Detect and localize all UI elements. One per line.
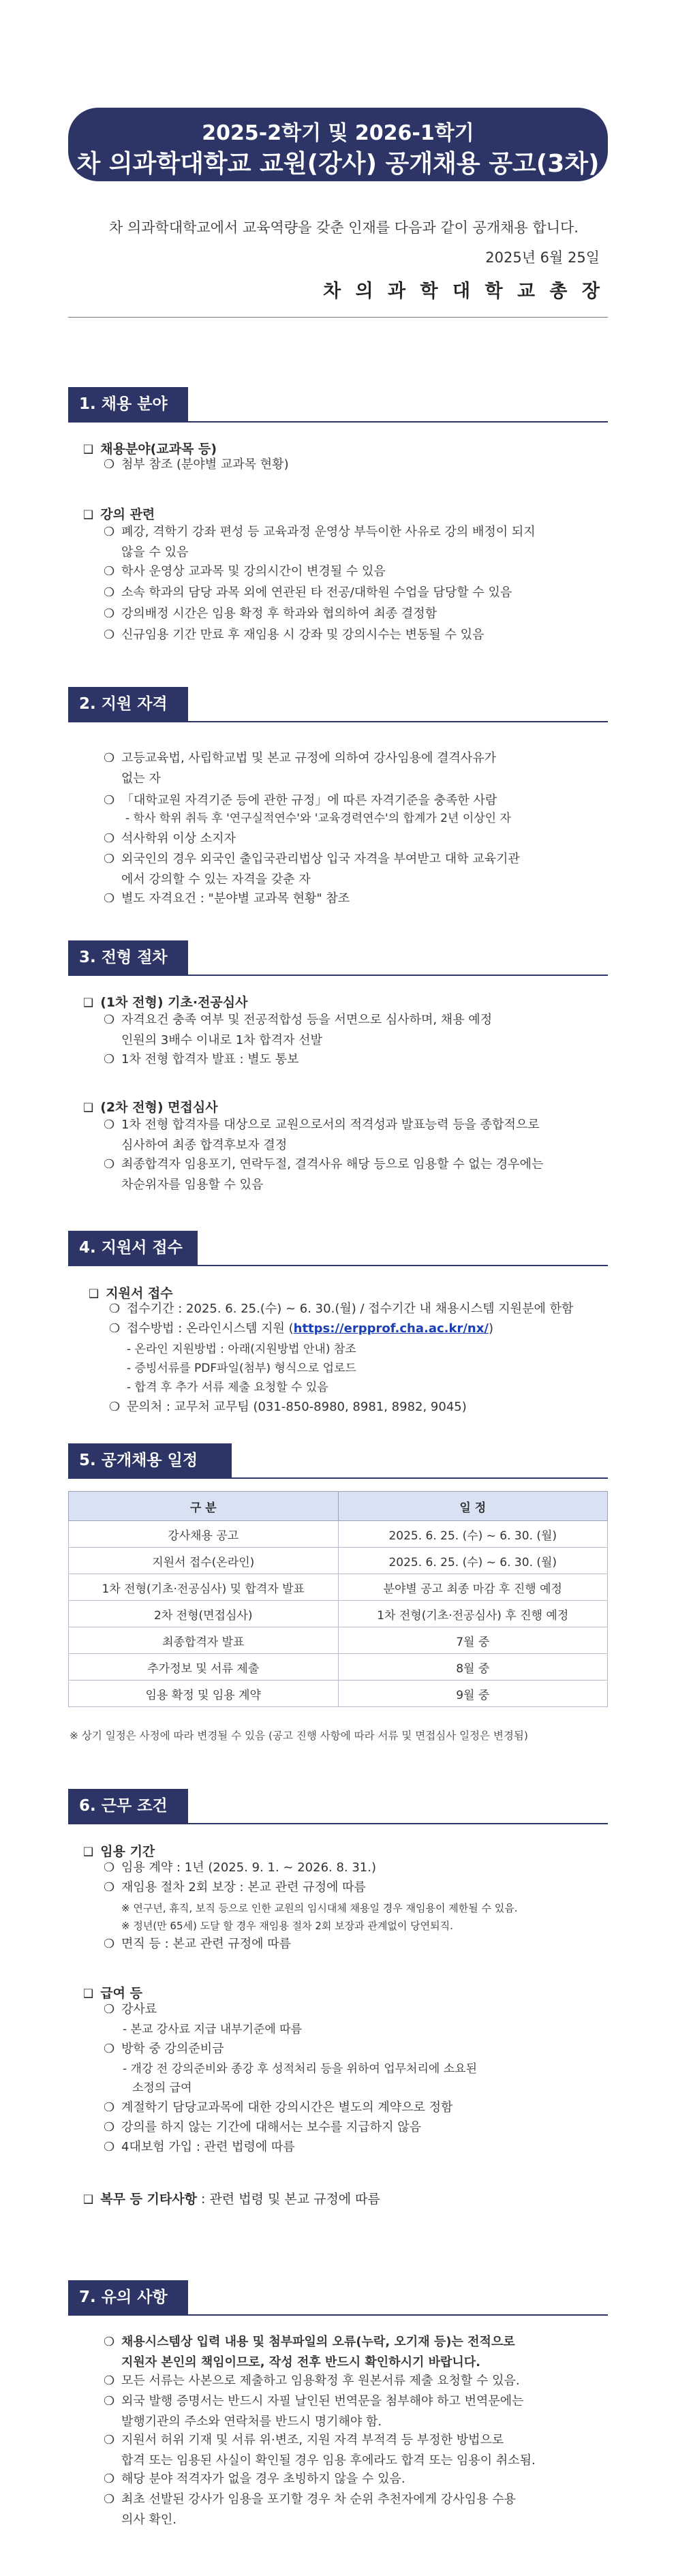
schedule-date-cell: 2025. 6. 25. (수) ~ 6. 30. (월) [338,1548,608,1574]
qualification-item-1 [104,748,496,789]
schedule-header-date: 일 정 [338,1492,608,1521]
term-item-2: ❍ 재임용 절차 2회 보장 : 본교 관련 규정에 따름 [104,1877,366,1898]
notice-item-2-line-1: 모든 서류는 사본으로 제출하고 임용확정 후 원본서류 제출 요청할 수 있음. [121,2374,520,2388]
circle-bullet-icon: ❍ [104,2002,115,2017]
qualification-item-3 [104,829,236,849]
application-link[interactable]: https://erpprof.cha.ac.kr/nx/ [293,1321,489,1336]
section-7-rule [68,2314,608,2316]
circle-bullet-icon: ❍ [104,891,115,906]
section-6-heading: 6. 근무 조건 [68,1789,188,1823]
qualification-item-1-line-1: 고등교육법, 사립학교법 및 본교 규정에 의하여 강사임용에 결격사유가 [121,751,497,765]
schedule-note: ※ 상기 일정은 사정에 따라 변경될 수 있음 (공고 진행 사항에 따라 서류 및 면접심사 일정은 변경됨) [70,1730,528,1742]
circle-bullet-icon: ❍ [104,751,115,765]
qualification-item-5 [104,889,350,909]
schedule-date-cell: 1차 전형(기초·전공심사) 후 진행 예정 [338,1601,608,1627]
table-row [69,1654,608,1681]
circle-bullet-icon: ❍ [104,607,115,621]
schedule-date-cell: 분야별 공고 최종 마감 후 진행 예정 [338,1574,608,1601]
section-5-heading: 5. 공개채용 일정 [68,1443,232,1477]
qualification-item-4-line-2: 에서 강의할 수 있는 자격을 갖춘 자 [121,872,311,887]
term-heading: ❑ 임용 기간 [83,1841,155,1860]
circle-bullet-icon: ❍ [104,1937,115,1951]
lecture-item-5-line-1: 신규임용 기간 만료 후 재임용 시 강좌 및 강의시수는 변동될 수 있음 [121,628,485,642]
banner-line1: 2025-2학기 및 2026-1학기 [202,121,474,145]
term-item-1: ❍ 임용 계약 : 1년 (2025. 9. 1. ~ 2026. 8. 31.) [104,1858,376,1878]
banner-line2: 차 의과학대학교 교원(강사) 공개채용 공고(3차) [76,150,600,178]
second-round-item-2-line-2: 차순위자를 임용할 수 있음 [121,1178,264,1192]
circle-bullet-icon: ❍ [104,1860,115,1875]
notice-item-4-line-2: 합격 또는 임용된 사실이 확인될 경우 임용 후에라도 합격 또는 임용이 취소됨. [121,2453,536,2468]
table-row [69,1521,608,1548]
notice-item-3-line-2: 발행기관의 주소와 연락처를 반드시 명기해야 함. [121,2414,382,2429]
qualification-item-4 [104,849,520,890]
notice-item-5-line-1: 해당 분야 적격자가 없을 경우 초빙하지 않을 수 있음. [121,2472,405,2486]
table-row [69,1681,608,1707]
section-4-rule [68,1265,608,1266]
field-item: ❍ 첨부 참조 (분야별 교과목 현황) [104,455,289,475]
section-3-rule [68,975,608,976]
section-2-heading: 2. 지원 자격 [68,687,188,721]
circle-bullet-icon: ❍ [104,585,115,600]
circle-bullet-icon: ❍ [104,564,115,579]
lecture-heading: ❑ 강의 관련 [83,504,155,523]
lecture-item-4 [104,604,437,624]
application-period: ❍ 접수기간 : 2025. 6. 25.(수) ~ 6. 30.(월) / 접수기간 내 채용시스템 지원분에 한함 [109,1299,573,1319]
section-7-heading: 7. 유의 사항 [68,2280,188,2314]
section-3-heading: 3. 전형 절차 [68,940,188,975]
circle-bullet-icon: ❍ [109,1302,121,1316]
pay-heading: ❑ 급여 등 [83,1983,142,2002]
header-divider [68,317,608,318]
circle-bullet-icon: ❍ [104,1118,115,1132]
first-round-item-2-line-1: 1차 전형 합격자 발표 : 별도 통보 [121,1052,299,1067]
circle-bullet-icon: ❍ [104,831,115,846]
pay-item-1: ❍ 강사료 [104,1999,157,2020]
qualification-item-2 [104,791,497,811]
notice-item-6-line-1: 최초 선발된 강사가 임용을 포기할 경우 차 순위 추천자에게 강사임용 수용 [121,2492,516,2506]
notice-item-6 [104,2489,516,2530]
circle-bullet-icon: ❍ [104,628,115,642]
schedule-category-cell: 강사채용 공고 [69,1521,339,1548]
circle-bullet-icon: ❍ [104,1157,115,1171]
circle-bullet-icon: ❍ [104,2472,115,2486]
intro-text: 차 의과학대학교에서 교육역량을 갖춘 인재를 다음과 같이 공개채용 합니다. [109,219,579,236]
circle-bullet-icon: ❍ [104,525,115,539]
lecture-item-2-line-1: 학사 운영상 교과목 및 강의시간이 변경될 수 있음 [121,564,386,579]
notice-item-6-line-2: 의사 확인. [121,2513,176,2527]
application-sub-3: - 합격 후 추가 서류 제출 요청할 수 있음 [127,1381,328,1394]
second-round-item-2-line-1: 최종합격자 임용포기, 연락두절, 결격사유 해당 등으로 임용할 수 없는 경우에는 [121,1157,544,1171]
schedule-category-cell: 2차 전형(면접심사) [69,1601,339,1627]
circle-bullet-icon: ❍ [104,2433,115,2447]
president-signature: 차 의 과 학 대 학 교 총 장 [323,281,604,302]
pay-item-4: ❍ 강의를 하지 않는 기간에 대해서는 보수를 지급하지 않음 [104,2117,421,2138]
second-round-item-2 [104,1154,543,1195]
qualification-item-2-line-1: 「대학교원 자격기준 등에 관한 규정」에 따른 자격기준을 충족한 사람 [121,793,497,808]
announcement-date: 2025년 6월 25일 [485,249,600,266]
pay-sub-3: 소정의 급여 [132,2081,192,2095]
circle-bullet-icon: ❍ [104,1052,115,1067]
section-5-rule [68,1477,608,1479]
schedule-date-cell: 7월 중 [338,1627,608,1654]
schedule-table [68,1491,608,1707]
first-round-item-1-line-2: 인원의 3배수 이내로 1차 합격자 선발 [121,1033,322,1047]
qualification-item-1-line-2: 없는 자 [121,771,161,786]
qualification-item-4-line-1: 외국인의 경우 외국인 출입국관리법상 입국 자격을 부여받고 대학 교육기관 [121,852,520,866]
table-row [69,1548,608,1574]
second-round-item-1 [104,1115,540,1156]
second-round-heading: ❑ (2차 전형) 면접심사 [83,1097,218,1116]
title-banner [68,108,608,181]
table-row [69,1574,608,1601]
section-4-heading: 4. 지원서 접수 [68,1231,198,1265]
notice-item-2 [104,2371,520,2391]
schedule-header-category: 구 분 [69,1492,339,1521]
schedule-category-cell: 추가정보 및 서류 제출 [69,1654,339,1681]
qualification-item-3-line-1: 석사학위 이상 소지자 [121,831,236,846]
field-heading: ❑ 채용분야(교과목 등) [83,439,217,457]
lecture-item-1 [104,522,536,563]
section-2-rule [68,721,608,722]
section-1-heading: 1. 채용 분야 [68,387,188,421]
pay-item-3: ❍ 계절학기 담당교과목에 대한 강의시간은 별도의 계약으로 정함 [104,2098,452,2118]
notice-item-1-line-2: 지원자 본인의 책임이므로, 작성 전후 반드시 확인하시기 바랍니다. [121,2355,481,2370]
notice-item-3-line-1: 외국 발행 증명서는 반드시 자필 날인된 번역문을 첨부해야 하고 번역문에는 [121,2394,524,2408]
circle-bullet-icon: ❍ [109,1321,121,1336]
application-sub-2: - 증빙서류를 PDF파일(첨부) 형식으로 업로드 [127,1362,356,1375]
circle-bullet-icon: ❍ [104,2042,115,2056]
notice-item-3 [104,2391,524,2432]
application-sub-1: - 온라인 지원방법 : 아래(지원방법 안내) 참조 [127,1343,356,1356]
first-round-heading: ❑ (1차 전형) 기초·전공심사 [83,992,247,1011]
circle-bullet-icon: ❍ [104,2492,115,2506]
notice-item-1-line-1: 채용시스템상 입력 내용 및 첨부파일의 오류(누락, 오기재 등)는 전적으로 [121,2335,515,2349]
lecture-item-3 [104,583,512,603]
circle-bullet-icon: ❍ [109,1400,121,1414]
circle-bullet-icon: ❍ [104,457,115,472]
circle-bullet-icon: ❍ [104,793,115,808]
circle-bullet-icon: ❍ [104,1880,115,1895]
schedule-category-cell: 지원서 접수(온라인) [69,1548,339,1574]
term-item-3: ❍ 면직 등 : 본교 관련 규정에 따름 [104,1934,291,1954]
table-row [69,1601,608,1627]
pay-sub-1: - 본교 강사료 지급 내부기준에 따름 [123,2023,303,2036]
schedule-date-cell: 9월 중 [338,1681,608,1707]
lecture-item-2 [104,562,386,582]
term-note-2: ※ 정년(만 65세) 도달 할 경우 재임용 절차 2회 보장과 관계없이 당연퇴직. [121,1920,453,1932]
schedule-category-cell: 1차 전형(기초·전공심사) 및 합격자 발표 [69,1574,339,1601]
pay-item-5: ❍ 4대보험 가입 : 관련 법령에 따름 [104,2137,295,2158]
pay-item-2: ❍ 방학 중 강의준비금 [104,2039,224,2059]
circle-bullet-icon: ❍ [104,2140,115,2154]
schedule-category-cell: 임용 확정 및 임용 계약 [69,1681,339,1707]
qualification-item-5-line-1: 별도 자격요건 : "분야별 교과목 현황" 참조 [121,891,350,906]
circle-bullet-icon: ❍ [104,2335,115,2349]
section-6-rule [68,1823,608,1824]
notice-item-4 [104,2430,536,2471]
notice-item-4-line-1: 지원서 허위 기재 및 서류 위·변조, 지원 자격 부적격 등 부정한 방법으로 [121,2433,504,2447]
first-round-item-1 [104,1010,492,1051]
lecture-item-3-line-1: 소속 학과의 담당 과목 외에 연관된 타 전공/대학원 수업을 담당할 수 있음 [121,585,512,600]
first-round-item-1-line-1: 자격요건 충족 여부 및 전공적합성 등을 서면으로 심사하며, 채용 예정 [121,1013,493,1027]
second-round-item-1-line-1: 1차 전형 합격자를 대상으로 교원으로서의 적격성과 발표능력 등을 종합적으로 [121,1118,540,1132]
notice-item-1 [104,2332,515,2373]
circle-bullet-icon: ❍ [104,2374,115,2388]
pay-sub-2: - 개강 전 강의준비와 종강 후 성적처리 등을 위하여 업무처리에 소요된 [123,2062,477,2076]
term-note-1: ※ 연구년, 휴직, 보직 등으로 인한 교원의 임시대체 채용일 경우 재임용이 제한될 수 있음. [121,1902,518,1914]
lecture-item-4-line-1: 강의배정 시간은 임용 확정 후 학과와 협의하여 최종 결정함 [121,607,437,621]
second-round-item-1-line-2: 심사하여 최종 합격후보자 결정 [121,1138,288,1152]
circle-bullet-icon: ❍ [104,852,115,866]
welfare-heading: ❑ 복무 등 기타사항 : 관련 법령 및 본교 규정에 따름 [83,2189,380,2207]
notice-item-5 [104,2469,405,2489]
first-round-item-2 [104,1049,299,1070]
circle-bullet-icon: ❍ [104,2100,115,2115]
application-heading: ❑ 지원서 접수 [89,1283,173,1302]
schedule-date-cell: 8월 중 [338,1654,608,1681]
circle-bullet-icon: ❍ [104,2120,115,2134]
lecture-item-5 [104,625,484,645]
schedule-category-cell: 최종합격자 발표 [69,1627,339,1654]
qualification-sub: - 학사 학위 취득 후 '연구실적연수'와 '교육경력연수'의 합계가 2년 이상인 자 [125,812,511,825]
schedule-date-cell: 2025. 6. 25. (수) ~ 6. 30. (월) [338,1521,608,1548]
circle-bullet-icon: ❍ [104,1013,115,1027]
circle-bullet-icon: ❍ [104,2394,115,2408]
application-method: ❍ 접수방법 : 온라인시스템 지원 (https://erpprof.cha.ac.kr/nx/) [109,1319,493,1339]
table-row [69,1627,608,1654]
lecture-item-1-line-2: 않을 수 있음 [121,545,189,559]
lecture-item-1-line-1: 폐강, 격학기 강좌 편성 등 교육과정 운영상 부득이한 사유로 강의 배정이 되지 [121,525,536,539]
application-contact: ❍ 문의처 : 교무처 교무팀 (031-850-8980, 8981, 8982, 9045) [109,1397,467,1417]
section-1-rule [68,421,608,423]
